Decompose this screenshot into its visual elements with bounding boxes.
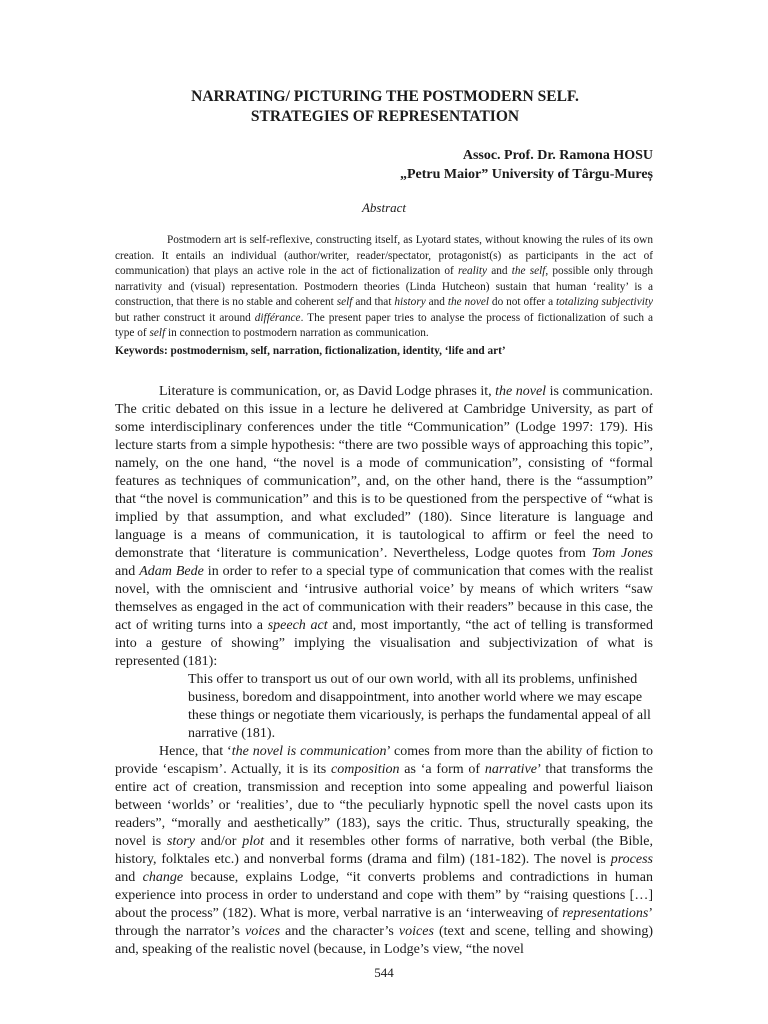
block-quote: This offer to transport us out of our own world, with all its problems, unfinished business, boredom and disappointment, into another world where we may escape these things or negotiate them vicariously, is perhaps the fundamental appeal of all narrative (181). bbox=[188, 672, 651, 741]
keywords: Keywords: postmodernism, self, narration, fictionalization, identity, ‘life and art’ bbox=[115, 345, 506, 357]
abstract-text: Postmodern art is self-reflexive, constructing itself, as Lyotard states, without knowing the rules of its own creation. It entails an individual (author/writer, reader/spectator, protagonist(s) as participants in the act of communication) that plays an active role in the act of fictionalization of reality and the self, possible only through narrativity and (visual) representation. Postmodern theories (Linda Hutcheon) sustain that human ‘reality’ is a construction, that there is no stable and coherent self and that history and the novel do not offer a totalizing subjectivity but rather construct it around différance. The present paper tries to analyse the process of fictionalization of such a type of self in connection to postmodern narration as communication. bbox=[115, 234, 654, 339]
author-name: Assoc. Prof. Dr. Ramona HOSU bbox=[462, 148, 653, 163]
title-line-1: NARRATING/ PICTURING THE POSTMODERN SELF. bbox=[191, 88, 579, 105]
university-name: „Petru Maior” University of Târgu-Mureș bbox=[400, 167, 653, 182]
paper-title bbox=[100, 87, 670, 127]
author-affiliation bbox=[400, 146, 653, 184]
title-line-2: STRATEGIES OF REPRESENTATION bbox=[250, 108, 520, 125]
page-number: 544 bbox=[374, 965, 394, 980]
paragraph-1: Literature is communication, or, as David Lodge phrases it, the novel is communication. The critic debated on this issue in a lecture he delivered at Cambridge University, as part of some interdisciplinary conferences under the title “Communication” (Lodge 1997: 179). His lecture starts from a simple hypothesis: “there are two possible ways of approaching this topic”, namely, on the one hand, “the novel is a mode of communication”, consisting of “formal features as techniques of communication”, and, on the other hand, there is the “assumption” that “the novel is communication” and this is to be questioned from the perspective of “what is implied by that assumption, and what excluded” (180). Since literature is language and language is a means of communication, it is tautological to affirm or feel the need to demonstrate that ‘literature is communication’. Nevertheless, Lodge quotes from Tom Jones and Adam Bede in order to refer to a special type of communication that comes with the realist novel, with the omniscient and ‘intrusive authorial voice’ by means of which writers “saw themselves as engaged in the act of communication with their readers” because in this case, the act of writing turns into a speech act and, most importantly, “the act of telling is transformed into a gesture of showing” implying the visualisation and subjectivization of what is represented (181): bbox=[115, 384, 654, 669]
abstract-heading: Abstract bbox=[361, 200, 407, 215]
paragraph-2: Hence, that ‘the novel is communication’ comes from more than the ability of fiction to provide ‘escapism’. Actually, it is its composition as ‘a form of narrative’ that transforms the entire act of creation, transmission and reception into some appealing and powerful liaison between ‘worlds’ or ‘realities’, due to “the peculiarly hypnotic spell the novel casts upon its readers”, “morally and aesthetically” (183), says the critic. Thus, structurally speaking, the novel is story and/or plot and it resembles other forms of narrative, both verbal (the Bible, history, folktales etc.) and nonverbal forms (drama and film) (181-182). The novel is process and change because, explains Lodge, “it converts problems and contradictions in human experience into process in order to understand and cope with them” by “raising questions […] about the process” (182). What is more, verbal narrative is an ‘interweaving of representations’ through the narrator’s voices and the character’s voices (text and scene, telling and showing) and, speaking of the realistic novel (because, in Lodge’s view, “the novel bbox=[115, 744, 653, 957]
body-text bbox=[115, 383, 653, 959]
